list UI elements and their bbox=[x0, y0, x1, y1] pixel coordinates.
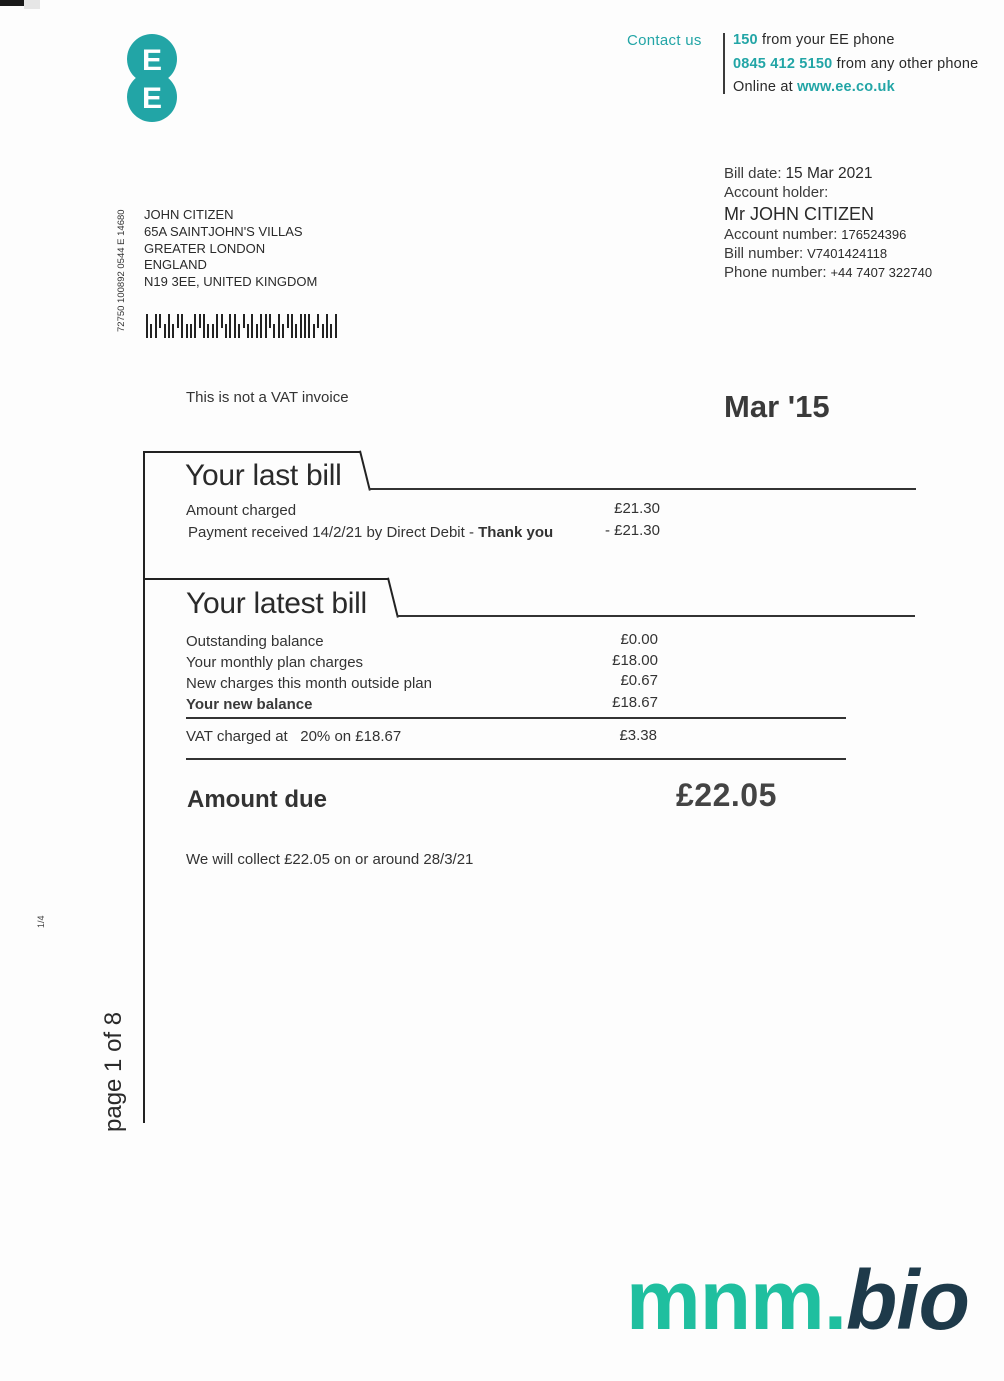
barcode-bar bbox=[291, 314, 293, 338]
barcode-bar bbox=[207, 324, 209, 338]
last-bill-tab-slant bbox=[359, 451, 371, 491]
barcode-bar bbox=[300, 314, 302, 338]
barcode-bar bbox=[287, 314, 289, 328]
barcode-bar bbox=[177, 314, 179, 328]
barcode-bar bbox=[150, 324, 152, 338]
contact-line-other-phone: 0845 412 5150 from any other phone bbox=[733, 55, 979, 72]
phone-number-link[interactable]: 0845 412 5150 bbox=[733, 55, 833, 72]
postal-sort-code: 72750 100892 0544 E 14680 bbox=[116, 209, 127, 332]
balance-rule bbox=[186, 717, 846, 719]
address-line: N19 3EE, UNITED KINGDOM bbox=[144, 274, 318, 290]
barcode-bar bbox=[229, 314, 231, 338]
bill-date-value: 15 Mar 2021 bbox=[785, 165, 873, 182]
barcode-bar bbox=[159, 314, 161, 328]
barcode-bar bbox=[330, 324, 332, 338]
barcode-bar bbox=[216, 314, 218, 338]
barcode-bar bbox=[265, 314, 267, 338]
monthly-plan-value: £18.00 bbox=[612, 652, 658, 669]
barcode-bar bbox=[164, 324, 166, 338]
barcode-bar bbox=[308, 314, 310, 338]
payment-received-label: Payment received 14/2/21 by Direct Debit - Thank you bbox=[188, 524, 554, 541]
barcode-bar bbox=[172, 324, 174, 338]
barcode-bar bbox=[322, 324, 324, 338]
bill-number-row: Bill number: V7401424118 bbox=[724, 245, 888, 262]
not-vat-invoice-note: This is not a VAT invoice bbox=[186, 389, 349, 406]
frame-left-rule bbox=[143, 451, 145, 1123]
ee-logo-icon bbox=[124, 32, 180, 124]
last-bill-tab-rule bbox=[369, 488, 916, 490]
amount-due-value: £22.05 bbox=[676, 777, 777, 813]
barcode-bar bbox=[278, 314, 280, 338]
account-info bbox=[724, 165, 932, 283]
last-bill-title: Your last bill bbox=[185, 459, 342, 492]
contact-line-ee-phone: 150 from your EE phone bbox=[733, 32, 895, 48]
barcode-bar bbox=[326, 314, 328, 338]
barcode-bar bbox=[238, 324, 240, 338]
barcode-bar bbox=[304, 314, 306, 338]
watermark: mnm.bio bbox=[626, 1253, 969, 1347]
outside-plan-value: £0.67 bbox=[620, 672, 658, 689]
barcode-bar bbox=[181, 314, 183, 338]
barcode-bar bbox=[155, 314, 157, 338]
website-link[interactable]: www.ee.co.uk bbox=[797, 79, 895, 95]
latest-bill-tab-rule bbox=[397, 615, 915, 617]
page-indicator: page 1 of 8 bbox=[100, 1011, 127, 1132]
amount-due-label: Amount due bbox=[187, 786, 327, 813]
contact-us-label: Contact us bbox=[627, 32, 702, 49]
new-balance-label: Your new balance bbox=[186, 696, 313, 713]
barcode-bar bbox=[194, 314, 196, 338]
account-holder-row: Account holder: bbox=[724, 184, 829, 201]
barcode-bar bbox=[186, 324, 188, 338]
barcode-bar bbox=[260, 314, 262, 338]
barcode-bar bbox=[247, 324, 249, 338]
bill-date-row: Bill date: 15 Mar 2021 bbox=[724, 165, 873, 182]
address-line: GREATER LONDON bbox=[144, 240, 266, 256]
barcode-bar bbox=[190, 324, 192, 338]
barcode-bar bbox=[269, 314, 271, 328]
barcode-bar bbox=[203, 314, 205, 338]
amount-charged-value: £21.30 bbox=[614, 500, 660, 517]
latest-bill-tab-top bbox=[143, 578, 389, 580]
amount-charged-label: Amount charged bbox=[186, 502, 297, 519]
vat-rate: 20% on £18.67 bbox=[300, 728, 402, 745]
barcode-bar bbox=[273, 324, 275, 338]
vat-label: VAT charged at 20% on £18.67 bbox=[186, 728, 402, 745]
mailing-address bbox=[144, 207, 317, 291]
barcode-bar bbox=[317, 314, 319, 328]
vat-value: £3.38 bbox=[619, 727, 657, 744]
outstanding-balance-value: £0.00 bbox=[620, 631, 658, 648]
barcode-bar bbox=[146, 314, 148, 338]
vat-rule bbox=[186, 758, 846, 760]
sheet-mark: 1/4 bbox=[36, 915, 46, 928]
logo-letter-bottom: E bbox=[141, 82, 163, 115]
contact-line-online: Online at www.ee.co.uk bbox=[733, 79, 895, 95]
latest-bill-tab-slant bbox=[387, 578, 399, 618]
address-line: JOHN CITIZEN bbox=[144, 207, 234, 222]
outside-plan-label: New charges this month outside plan bbox=[186, 675, 432, 692]
new-balance-value: £18.67 bbox=[612, 694, 658, 711]
phone-number-row: Phone number: +44 7407 322740 bbox=[724, 264, 933, 281]
barcode-bar bbox=[225, 324, 227, 338]
barcode-bar bbox=[168, 314, 170, 338]
barcode-bar bbox=[221, 314, 223, 328]
address-line: 65A SAINTJOHN'S VILLAS bbox=[144, 223, 303, 239]
barcode-bar bbox=[243, 314, 245, 328]
scan-corner-mark-light bbox=[24, 0, 40, 9]
account-number-row: Account number: 176524396 bbox=[724, 226, 907, 243]
barcode-bar bbox=[335, 314, 337, 338]
barcode-bar bbox=[199, 314, 201, 328]
collection-note: We will collect £22.05 on or around 28/3/21 bbox=[186, 851, 474, 868]
barcode-bar bbox=[234, 314, 236, 338]
barcode-bar bbox=[313, 324, 315, 338]
barcode-bar bbox=[251, 314, 253, 338]
last-bill-tab-top bbox=[143, 451, 361, 453]
barcode-bar bbox=[295, 324, 297, 338]
logo-letter-top: E bbox=[141, 44, 163, 77]
outstanding-balance-label: Outstanding balance bbox=[186, 633, 324, 650]
short-code: 150 bbox=[733, 32, 758, 48]
barcode-bar bbox=[256, 324, 258, 338]
contact-lines bbox=[733, 29, 978, 100]
latest-bill-title: Your latest bill bbox=[186, 587, 367, 620]
barcode-bar bbox=[282, 324, 284, 338]
payment-received-value: - £21.30 bbox=[604, 522, 660, 539]
bill-month: Mar '15 bbox=[724, 389, 830, 424]
account-holder-name: Mr JOHN CITIZEN bbox=[724, 204, 874, 224]
address-line: ENGLAND bbox=[144, 257, 207, 273]
monthly-plan-label: Your monthly plan charges bbox=[186, 654, 364, 671]
scan-corner-mark bbox=[0, 0, 24, 6]
barcode-bar bbox=[212, 324, 214, 338]
contact-divider bbox=[723, 33, 725, 94]
postal-barcode bbox=[146, 313, 339, 339]
